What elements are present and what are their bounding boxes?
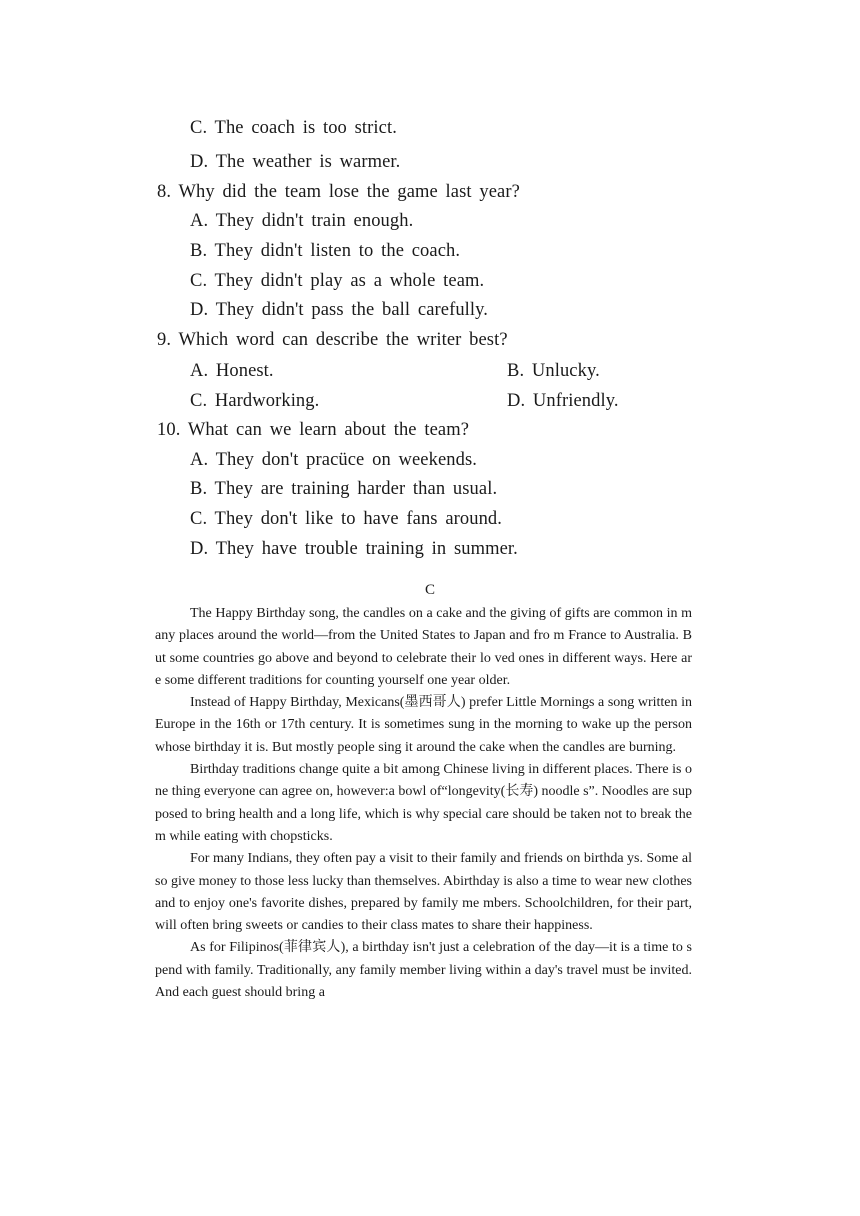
section-heading: C [424,582,435,598]
passage-paragraph-4: For many Indians, they often pay a visit to their family and friends on birthda ys. Some also give money to those less lucky than themselves. Abirthday is also a time to wear new clothes and to enjoy one's favorite dishes, prepared by family me mbers. Schoolchildren, for their part, will often bring sweets or candies to their class mates to share their happiness. [155,851,692,934]
q9-option-a: A. Honest. [190,361,274,381]
q7-option-d: D. The weather is warmer. [190,152,401,172]
q7-option-c: C. The coach is too strict. [190,118,397,138]
q8-stem: 8. Why did the team lose the game last year? [157,182,520,202]
q10-option-c: C. They don't like to have fans around. [190,509,503,529]
passage-paragraph-3: Birthday traditions change quite a bit among Chinese living in different places. There is one thing everyone can agree on, however:a bowl of“longevity(长寿) noodle s”. Noodles are supposed to bring health and a long life, which is why special care should be taken not to break them while eating with chopsticks. [155,762,692,844]
passage-paragraph-5: As for Filipinos(菲律宾人), a birthday isn't just a celebration of the day—it is a time to spend with family. Traditionally, any family member living within a day's travel must be invited. And each guest should bring a [155,940,692,1001]
q8-option-a: A. They didn't train enough. [190,211,414,231]
q10-stem: 10. What can we learn about the team? [157,420,470,440]
q10-option-a: A. They don't pracüce on weekends. [190,450,477,470]
q9-option-b: B. Unlucky. [507,361,600,381]
reading-passage [155,603,692,1004]
q10-option-b: B. They are training harder than usual. [190,479,498,499]
passage-paragraph-1: The Happy Birthday song, the candles on a cake and the giving of gifts are common in many places around the world—from the United States to Japan and fro m France to Australia. But some countries go above and beyond to celebrate their lo ved ones in different ways. Here are some different traditions for counting yourself one year older. [155,606,692,688]
q9-option-c: C. Hardworking. [190,391,320,411]
q8-option-b: B. They didn't listen to the coach. [190,241,461,261]
q9-stem: 9. Which word can describe the writer best? [157,330,508,350]
q8-option-c: C. They didn't play as a whole team. [190,271,485,291]
q10-option-d: D. They have trouble training in summer. [190,539,518,559]
q9-option-d: D. Unfriendly. [507,391,619,411]
passage-paragraph-2: Instead of Happy Birthday, Mexicans(墨西哥人) prefer Little Mornings a song written in Europe in the 16th or 17th century. It is sometimes sung in the morning to wake up the person whose birthday it is. But mostly people sing it around the cake when the candles are burning. [155,695,692,755]
q8-option-d: D. They didn't pass the ball carefully. [190,300,489,320]
